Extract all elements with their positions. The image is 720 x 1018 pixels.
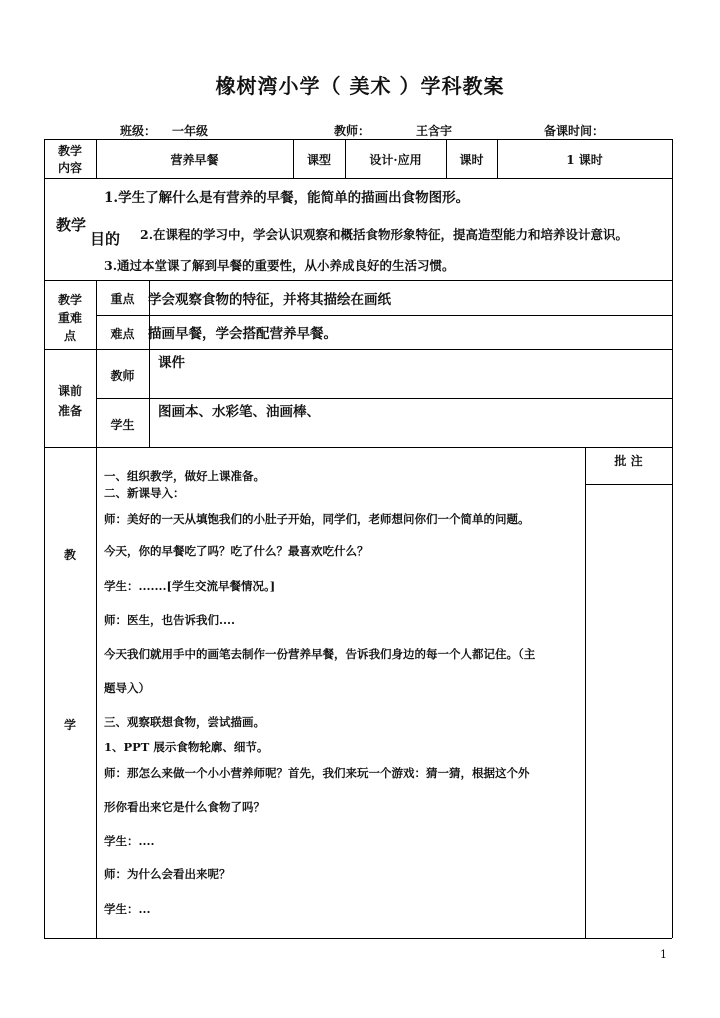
lesson-line: 学生：.......[学生交流早餐情况。] xyxy=(104,579,276,593)
class-label: 班级： xyxy=(120,124,157,138)
hours-label: 课时 xyxy=(459,153,484,167)
difficulty-label: 难点 xyxy=(110,327,135,341)
goal-item-1: 1.学生了解什么是有营养的早餐，能简单的描画出食物图形。 xyxy=(104,190,470,206)
lesson-label-1: 教 xyxy=(63,548,76,562)
goal-item-2: 2.在课程的学习中，学会认识观察和概括食物形象特征，提高造型能力和培养设计意识。 xyxy=(140,227,629,242)
class-value: 一年级 xyxy=(172,124,209,138)
goals-label-2: 目的 xyxy=(90,230,121,248)
prep-teacher-label: 教师 xyxy=(110,369,135,383)
table-line xyxy=(96,315,672,316)
table-line xyxy=(96,447,97,938)
content-label-2: 内容 xyxy=(57,161,82,175)
lesson-line: 学生：.... xyxy=(104,834,155,848)
type-value: 设计·应用 xyxy=(369,153,422,167)
table-line xyxy=(44,139,45,938)
lesson-line: 今天，你的早餐吃了吗？吃了什么？最喜欢吃什么？ xyxy=(104,544,369,558)
lesson-line: 师：美好的一天从填饱我们的小肚子开始，同学们，老师想问你们一个简单的问题。 xyxy=(104,512,530,526)
page-number: 1 xyxy=(660,948,667,961)
content-label-1: 教学 xyxy=(57,144,82,158)
lesson-label-2: 学 xyxy=(63,718,76,732)
lesson-line: 1、PPT 展示食物轮廓、细节。 xyxy=(104,740,269,754)
lesson-line: 今天我们就用手中的画笔去制作一份营养早餐，告诉我们身边的每一个人都记住。（主 xyxy=(104,647,536,661)
teacher-value: 王含宇 xyxy=(416,124,453,138)
table-line xyxy=(44,139,672,140)
teacher-label: 教师： xyxy=(334,124,371,138)
keypoints-label-2: 重难 xyxy=(57,311,82,325)
lesson-line: 师：那怎么来做一个小小营养师呢？首先，我们来玩一个游戏：猜一猜，根据这个外 xyxy=(104,766,530,780)
keypoints-label-1: 教学 xyxy=(57,293,82,307)
table-line xyxy=(585,484,672,485)
document-title: 橡树湾小学（ 美术 ）学科教案 xyxy=(215,74,505,98)
table-line xyxy=(96,398,672,399)
lesson-line: 一、组织教学，做好上课准备。 xyxy=(104,469,265,483)
lesson-line: 师：为什么会看出来呢？ xyxy=(104,867,231,881)
table-line xyxy=(672,139,673,938)
prep-student-label: 学生 xyxy=(110,418,135,432)
keypoints-label-3: 点 xyxy=(63,329,76,343)
focus-label: 重点 xyxy=(110,292,135,306)
lesson-line: 师：医生，也告诉我们.... xyxy=(104,613,236,627)
table-line xyxy=(44,938,672,939)
lesson-line: 题导入） xyxy=(104,681,150,695)
type-label: 课型 xyxy=(306,153,331,167)
goals-label-1: 教学 xyxy=(56,216,87,234)
prep-label-2: 准备 xyxy=(57,404,82,418)
lesson-line: 学生：... xyxy=(104,902,151,916)
table-line xyxy=(44,178,672,179)
difficulty-value: 描画早餐，学会搭配营养早餐。 xyxy=(148,326,337,342)
focus-value: 学会观察食物的特征，并将其描绘在画纸 xyxy=(148,292,391,308)
prep-teacher-value: 课件 xyxy=(158,355,185,371)
lesson-line: 二、新课导入： xyxy=(104,486,185,500)
prep-label-1: 课前 xyxy=(57,384,82,398)
table-line xyxy=(585,447,586,938)
table-line xyxy=(44,447,672,448)
table-line xyxy=(44,280,672,281)
table-line xyxy=(44,349,672,350)
prep-time-label: 备课时间： xyxy=(544,124,605,138)
goal-item-3: 3.通过本堂课了解到早餐的重要性，从小养成良好的生活习惯。 xyxy=(104,258,455,273)
lesson-line: 形你看出来它是什么食物了吗？ xyxy=(104,800,265,814)
notes-label: 批 注 xyxy=(614,454,643,468)
lesson-line: 三、观察联想食物，尝试描画。 xyxy=(104,715,265,729)
prep-student-value: 图画本、水彩笔、油画棒、 xyxy=(158,404,320,420)
content-value: 营养早餐 xyxy=(170,153,219,167)
hours-value: 1 课时 xyxy=(566,153,603,167)
